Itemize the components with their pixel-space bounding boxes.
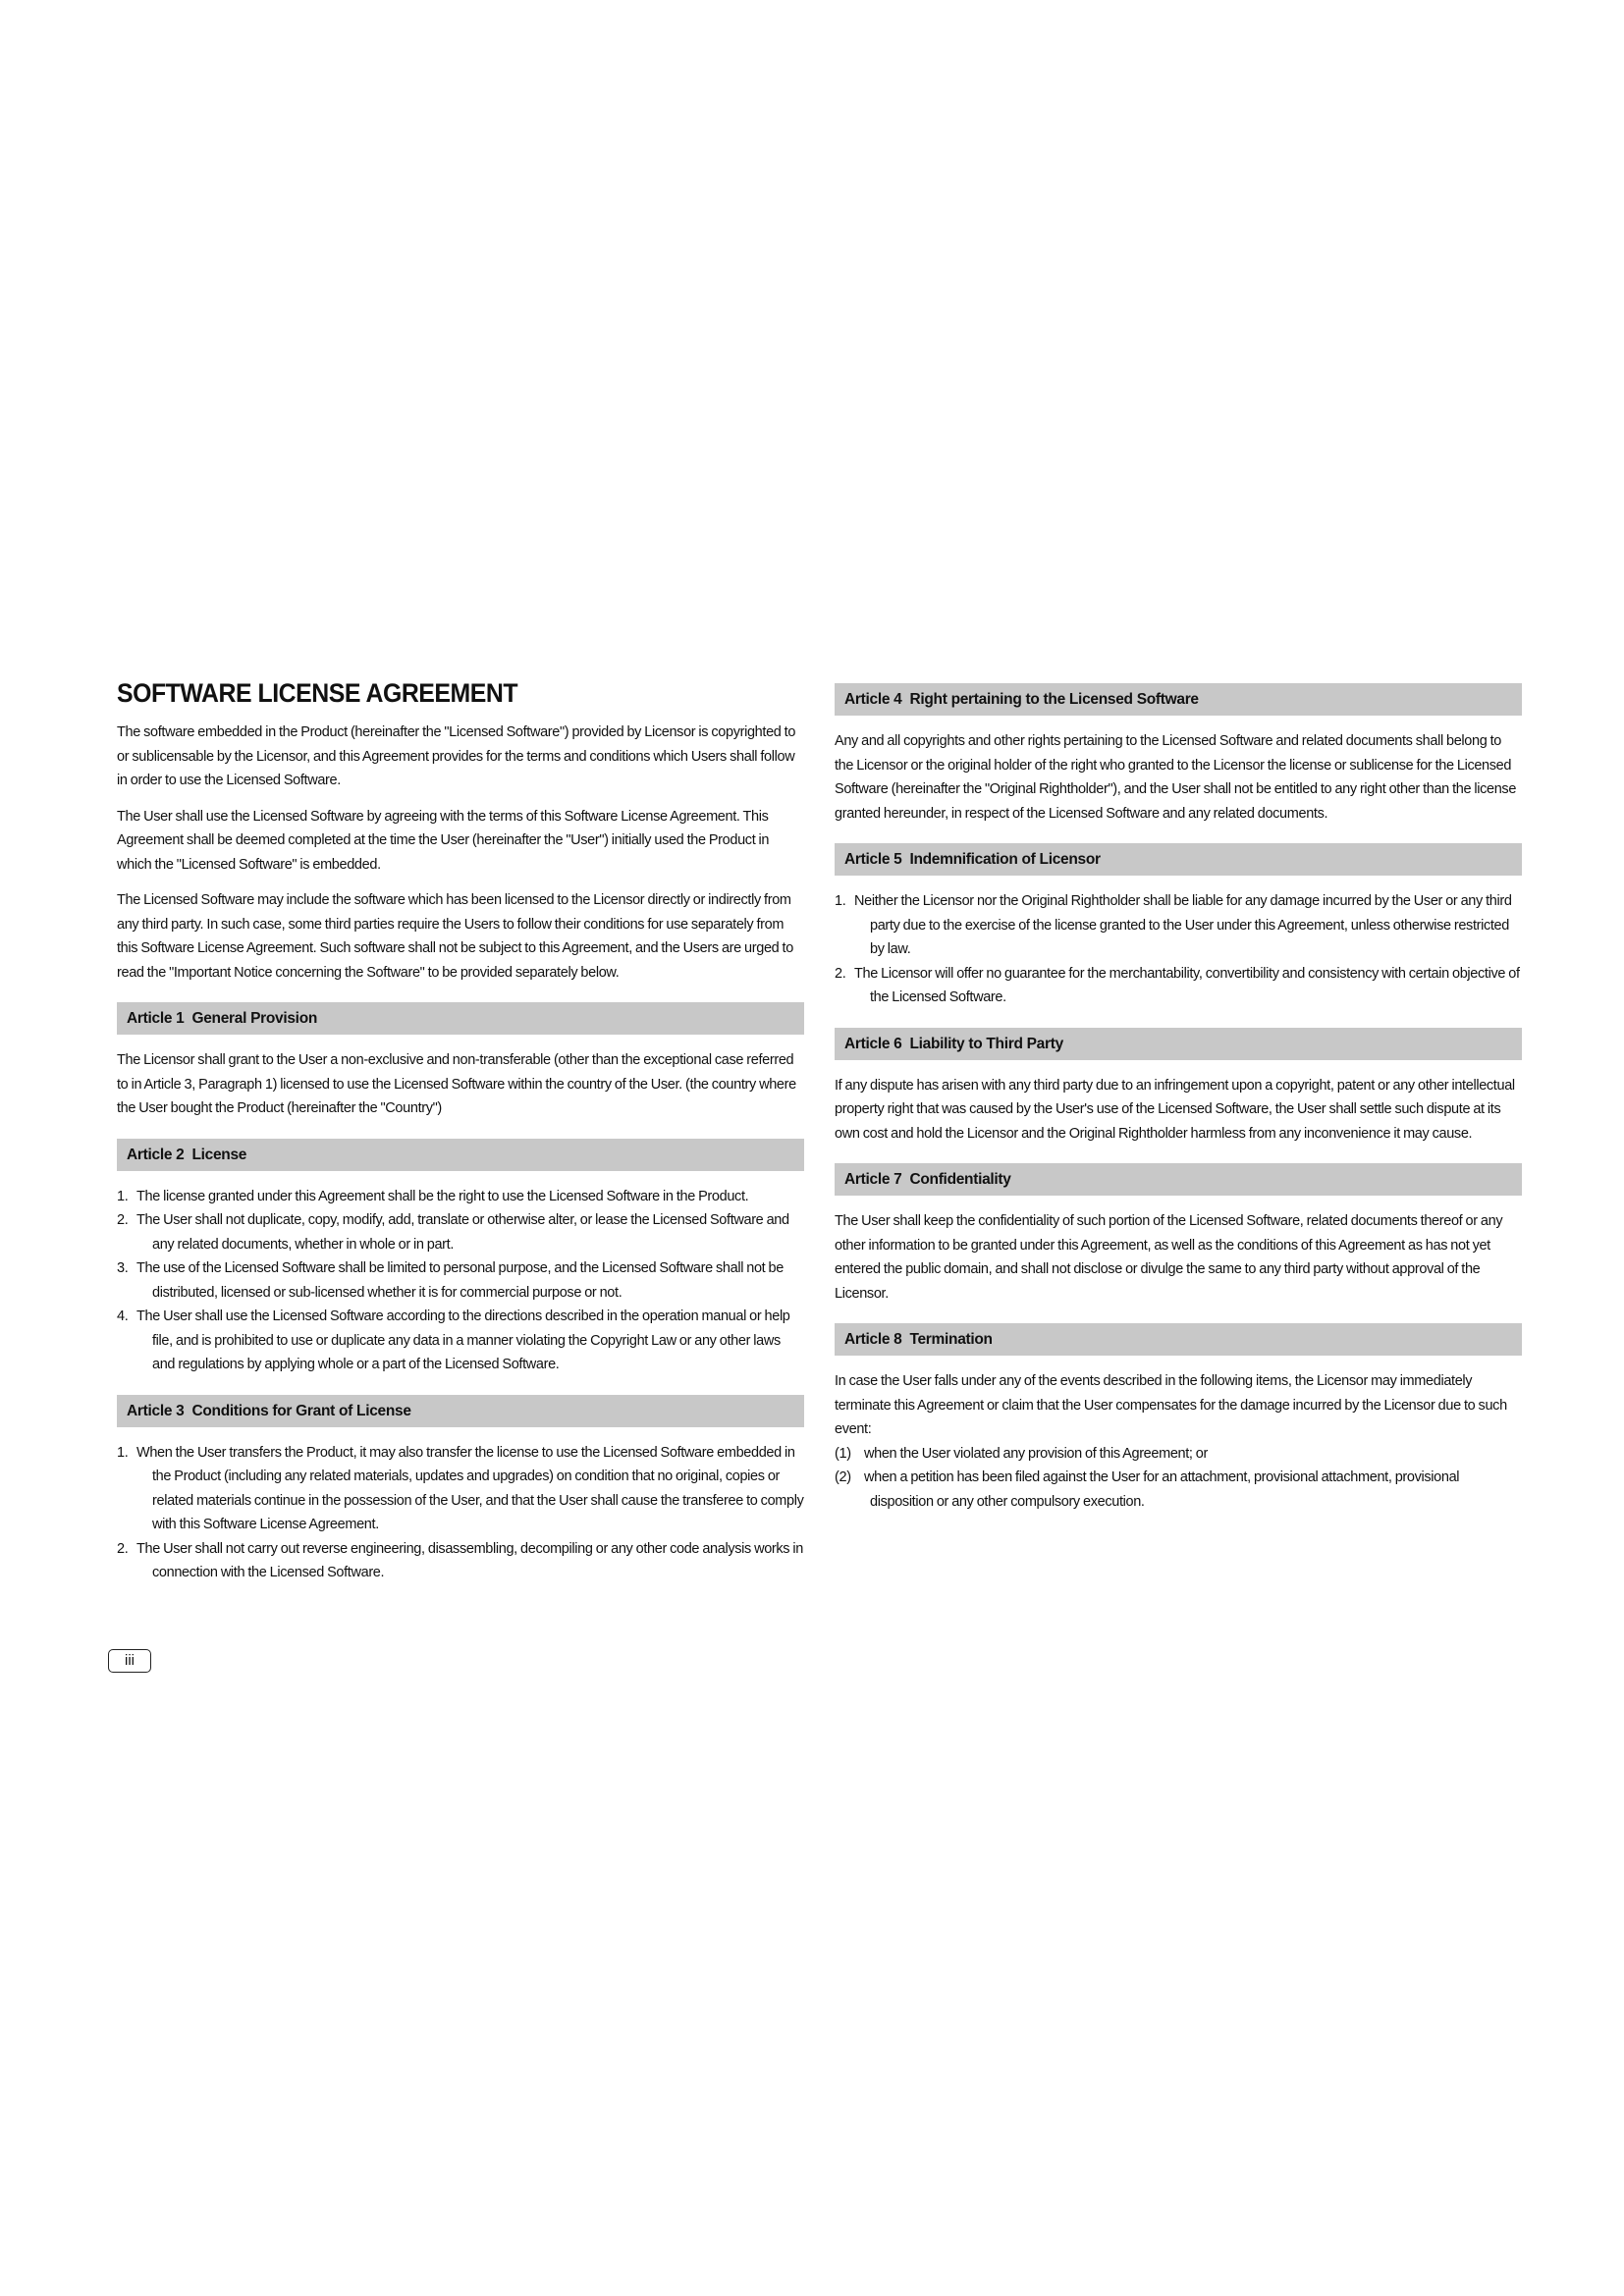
list-item (117, 1305, 804, 1377)
article-title: Confidentiality (909, 1171, 1011, 1188)
article-title: Indemnification of Licensor (909, 851, 1101, 868)
article-number: Article 5 (844, 851, 902, 868)
list-marker: 1. (117, 1444, 129, 1461)
list-item-text: when a petition has been filed against the User for an attachment, provisional attachment, provisional disposition or any other compulsory execution. (864, 1469, 1460, 1510)
intro-paragraph: The software embedded in the Product (hereinafter the "Licensed Software") provided by Licensor is copyrighted to or sublicensable by the Licensor, and this Agreement provides for the terms and conditions which Users shall follow in order to use the Licensed Software. (117, 724, 796, 788)
article-number: Article 3 (127, 1402, 185, 1419)
list-item (835, 1466, 1522, 1514)
list-marker: 1. (835, 893, 846, 909)
list-item-text: when the User violated any provision of this Agreement; or (864, 1445, 1208, 1462)
article-2-heading (117, 1139, 804, 1171)
list-item (117, 1185, 804, 1209)
list-marker: (2) (835, 1469, 851, 1485)
list-item-text: The User shall not carry out reverse engineering, disassembling, decompiling or any other code analysis works in connection with the Licensed Software. (136, 1540, 803, 1580)
article-8-list (835, 1442, 1522, 1515)
article-5-list (835, 889, 1522, 1010)
article-1-text: The Licensor shall grant to the User a non-exclusive and non-transferable (other than the exceptional case referred to in Article 3, Paragraph 1) licensed to use the Licensed Software within the country of the User. (the country where the User bought the Product (hereinafter the "Country") (117, 1052, 796, 1116)
list-marker: 2. (117, 1540, 129, 1557)
article-6-heading (835, 1028, 1522, 1060)
left-column (117, 677, 804, 1595)
article-1-heading (117, 1002, 804, 1035)
article-number: Article 8 (844, 1331, 902, 1348)
article-3-heading (117, 1395, 804, 1427)
list-item (117, 1256, 804, 1305)
document-title: SOFTWARE LICENSE AGREEMENT (117, 678, 518, 708)
list-item-text: The User shall use the Licensed Software according to the directions described in the operation manual or help file, and is prohibited to use or duplicate any data in a manner violating the Copyright Law or any other laws and regulations by applying whole or a part of the Licensed Software. (136, 1308, 790, 1372)
list-item-text: The use of the Licensed Software shall be limited to personal purpose, and the Licensed Software shall not be distributed, licensed or sub-licensed whether it is for commercial purpose or not. (136, 1260, 784, 1301)
article-8-heading (835, 1323, 1522, 1356)
list-item-text: The license granted under this Agreement shall be the right to use the Licensed Software in the Product. (136, 1188, 749, 1204)
list-item (835, 962, 1522, 1010)
article-number: Article 1 (127, 1010, 185, 1027)
article-8-text: In case the User falls under any of the events described in the following items, the Licensor may immediately terminate this Agreement or claim that the User compensates for the damage incurred by the Licensor due to such event: (835, 1373, 1507, 1437)
list-marker: 4. (117, 1308, 129, 1324)
list-item-text: Neither the Licensor nor the Original Rightholder shall be liable for any damage incurred by the User or any third party due to the exercise of the license granted to the User under this Agreement, unless otherwise restricted by law. (854, 893, 1512, 957)
article-number: Article 4 (844, 691, 902, 708)
article-5-heading (835, 843, 1522, 876)
article-3-list (117, 1441, 804, 1585)
list-item (835, 1442, 1522, 1467)
article-title: Right pertaining to the Licensed Software (909, 691, 1199, 708)
article-title: General Provision (191, 1010, 318, 1027)
article-7-heading (835, 1163, 1522, 1196)
list-marker: 1. (117, 1188, 129, 1204)
article-4-heading (835, 683, 1522, 716)
article-number: Article 7 (844, 1171, 902, 1188)
intro-paragraph: The Licensed Software may include the software which has been licensed to the Licensor directly or indirectly from any third party. In such case, some third parties require the Users to follow their conditions for use separately from this Software License Agreement. Such software shall not be subject to this Agreement, and the Users are urged to read the "Important Notice concerning the Software" to be provided separately below. (117, 892, 793, 981)
list-item (117, 1441, 804, 1537)
intro-paragraph: The User shall use the Licensed Software by agreeing with the terms of this Software License Agreement. This Agreement shall be deemed completed at the time the User (hereinafter the "User") initially used the Product in which the "Licensed Software" is embedded. (117, 808, 770, 873)
article-number: Article 6 (844, 1035, 902, 1052)
article-title: Liability to Third Party (909, 1035, 1063, 1052)
list-item (117, 1208, 804, 1256)
article-4-text: Any and all copyrights and other rights pertaining to the Licensed Software and related documents shall belong to the Licensor or the original holder of the right who granted to the Licensor the license or sublicense for the Licensed Software (hereinafter the "Original Rightholder"), and the User shall not be entitled to any right other than the license granted hereunder, in respect of the Licensed Software and any related documents. (835, 733, 1517, 822)
page-number: iii (108, 1649, 151, 1673)
article-title: License (191, 1146, 247, 1163)
list-item-text: The Licensor will offer no guarantee for the merchantability, convertibility and consistency with certain objective of the Licensed Software. (854, 965, 1520, 1005)
article-title: Conditions for Grant of License (191, 1402, 411, 1419)
list-item (117, 1537, 804, 1585)
list-item (835, 889, 1522, 962)
article-7-text: The User shall keep the confidentiality of such portion of the Licensed Software, related documents thereof or any other information to be granted under this Agreement, as well as the conditions of this Agreement as has not yet entered the public domain, and shall not disclose or divulge the same to any third party without approval of the Licensor. (835, 1213, 1503, 1302)
article-6-text: If any dispute has arisen with any third party due to an infringement upon a copyright, patent or any other intellectual property right that was caused by the User's use of the Licensed Software, the User shall settle such dispute at its own cost and hold the Licensor and the Original Rightholder harmless from any inconvenience it may cause. (835, 1077, 1515, 1142)
list-marker: 2. (117, 1212, 129, 1228)
list-item-text: The User shall not duplicate, copy, modify, add, translate or otherwise alter, or lease the Licensed Software and any related documents, whether in whole or in part. (136, 1212, 789, 1253)
right-column (835, 677, 1522, 1523)
list-marker: (1) (835, 1445, 851, 1462)
article-number: Article 2 (127, 1146, 185, 1163)
list-marker: 2. (835, 965, 846, 982)
article-2-list (117, 1185, 804, 1377)
list-marker: 3. (117, 1260, 129, 1276)
article-title: Termination (909, 1331, 993, 1348)
list-item-text: When the User transfers the Product, it may also transfer the license to use the Licensed Software embedded in the Product (including any related materials, updates and upgrades) on condition that no original, copies or related materials continue in the possession of the User, and that the User shall cause the transferee to comply with this Software License Agreement. (136, 1444, 804, 1532)
